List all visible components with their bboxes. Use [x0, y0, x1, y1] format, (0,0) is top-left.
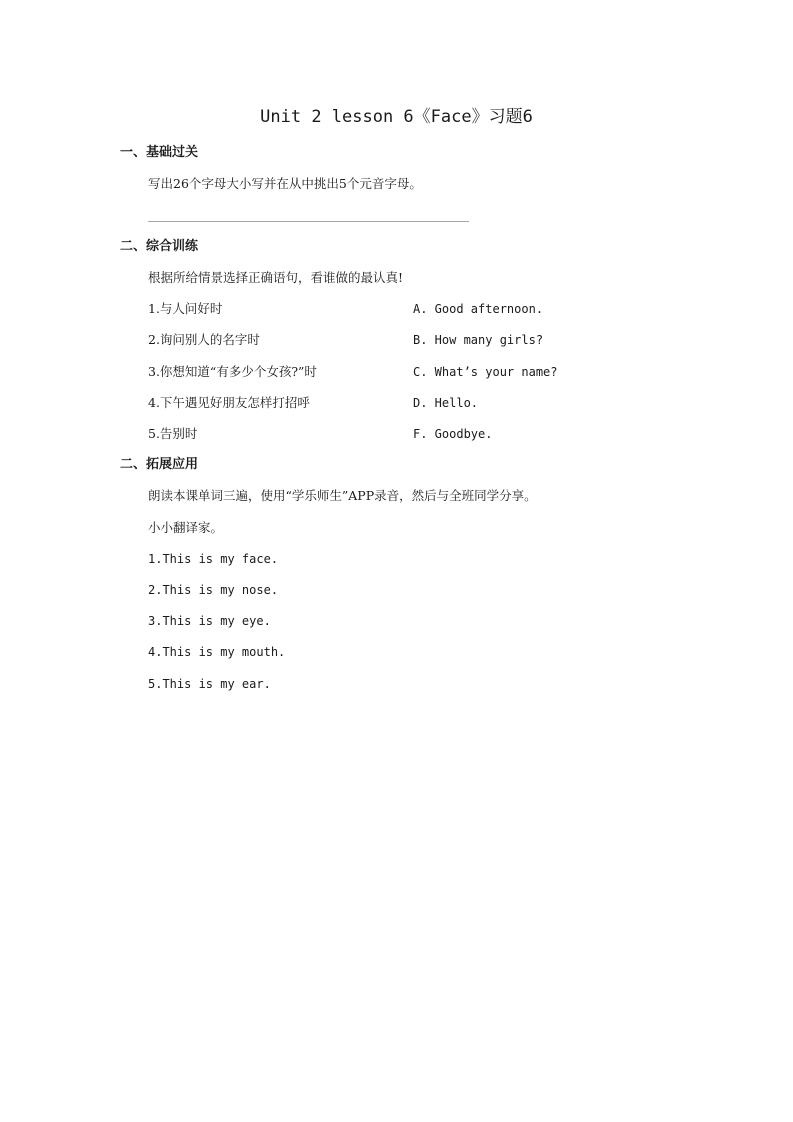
- translation-sentence: 2.This is my nose.: [148, 583, 279, 597]
- translation-sentence: 3.This is my eye.: [148, 614, 271, 628]
- match-item-right: B. How many girls?: [413, 333, 544, 347]
- section-instruction-basic: 写出26个字母大小写并在从中挑出5个元音字母。: [148, 176, 422, 191]
- match-item-left: 3.你想知道“有多少个女孩?”时: [148, 364, 317, 379]
- page-title: Unit 2 lesson 6《Face》习题6: [260, 107, 533, 127]
- section-heading-basic: 一、基础过关: [120, 145, 199, 160]
- match-item-left: 1.与人问好时: [148, 301, 223, 316]
- answer-line: [148, 221, 469, 222]
- section-instruction-extension: 朗读本课单词三遍，使用“学乐师生”APP录音，然后与全班同学分享。: [148, 488, 537, 503]
- match-item-right: C. What’s your name?: [413, 365, 558, 379]
- translation-subheading: 小小翻译家。: [148, 520, 224, 535]
- match-item-left: 2.询问别人的名字时: [148, 332, 260, 347]
- match-item-right: F. Goodbye.: [413, 427, 493, 441]
- section-heading-comprehensive: 二、综合训练: [120, 239, 199, 254]
- match-item-left: 4.下午遇见好朋友怎样打招呼: [148, 395, 310, 410]
- translation-sentence: 4.This is my mouth.: [148, 645, 286, 659]
- match-item-left: 5.告别时: [148, 426, 198, 441]
- match-item-right: D. Hello.: [413, 396, 479, 410]
- section-heading-extension: 二、拓展应用: [120, 457, 199, 472]
- translation-sentence: 1.This is my face.: [148, 552, 279, 566]
- translation-sentence: 5.This is my ear.: [148, 677, 271, 691]
- match-item-right: A. Good afternoon.: [413, 302, 544, 316]
- section-instruction-comprehensive: 根据所给情景选择正确语句，看谁做的最认真!: [148, 270, 404, 285]
